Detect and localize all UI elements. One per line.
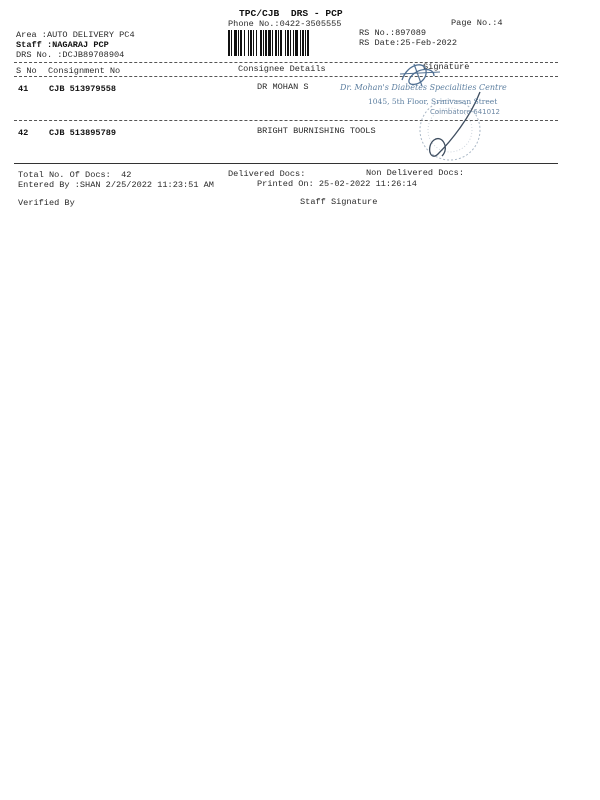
phone-number: Phone No.:0422-3505555 — [228, 19, 342, 29]
printed-on: Printed On: 25-02-2022 11:26:14 — [257, 179, 417, 189]
entered-by: Entered By :SHAN 2/25/2022 11:23:51 AM — [18, 180, 214, 190]
column-header-consignment-no: Consignment No — [48, 66, 121, 76]
delivery-stamp — [330, 58, 562, 170]
page-number: Page No.:4 — [451, 18, 503, 28]
staff-field: Staff :NAGARAJ PCP — [16, 40, 109, 50]
document-title: TPC/CJB DRS - PCP — [239, 8, 343, 19]
drs-number: DRS No. :DCJB89708904 — [16, 50, 125, 60]
non-delivered-docs: Non Delivered Docs: — [366, 168, 464, 178]
rs-date: RS Date:25-Feb-2022 — [359, 38, 457, 48]
row-consignee: BRIGHT BURNISHING TOOLS — [257, 126, 376, 136]
row-consignment-number: CJB 513979558 — [49, 84, 117, 94]
column-header-s-no: S No — [16, 66, 37, 76]
stamp-line-city: Coimbatore-641012 — [430, 108, 500, 116]
stamp-line-address: 1045, 5th Floor, Srinivasan Street — [368, 97, 498, 106]
delivered-docs: Delivered Docs: — [228, 169, 306, 179]
row-consignment-number: CJB 513895789 — [49, 128, 117, 138]
row-consignee: DR MOHAN S — [257, 82, 309, 92]
stamp-line-clinic-name: Dr. Mohan's Diabetes Specialities Centre — [340, 83, 507, 92]
rs-number: RS No.:897089 — [359, 28, 427, 38]
row-serial-number: 42 — [18, 128, 29, 138]
staff-signature-label: Staff Signature — [300, 197, 378, 207]
footer-divider — [14, 163, 558, 164]
column-header-signature: Signature — [423, 62, 470, 72]
barcode — [228, 30, 351, 56]
column-header-consignee-details: Consignee Details — [238, 64, 326, 74]
total-docs: Total No. Of Docs: 42 — [18, 170, 132, 180]
row-serial-number: 41 — [18, 84, 29, 94]
area-field: Area :AUTO DELIVERY PC4 — [16, 30, 135, 40]
verified-by-label: Verified By — [18, 198, 75, 208]
